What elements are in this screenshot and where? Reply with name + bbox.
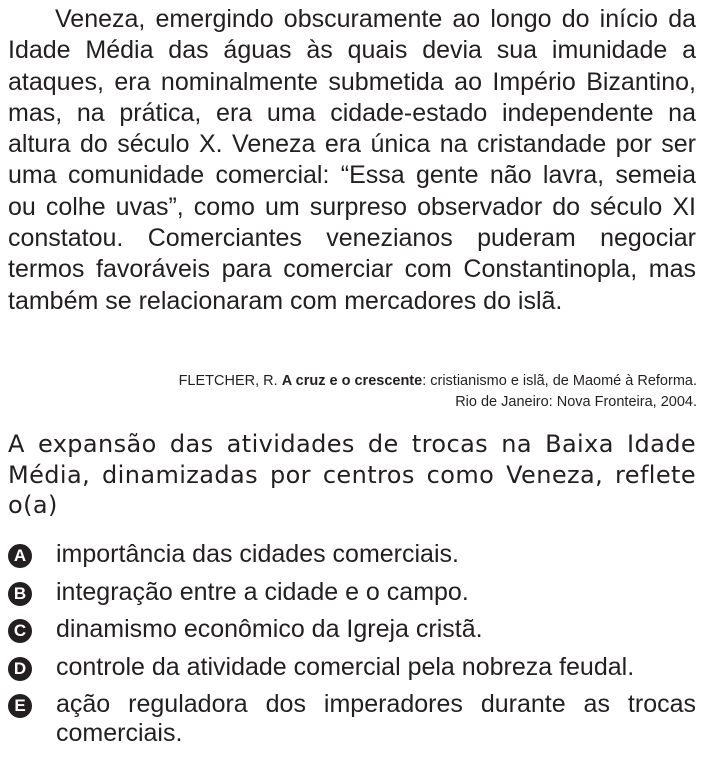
option-c-text: dinamismo econômico da Igreja cristã.	[56, 615, 483, 643]
citation-title: A cruz e o crescente	[281, 373, 423, 389]
option-a-letter-badge: A	[8, 544, 32, 568]
option-b-letter-badge: B	[8, 582, 32, 606]
option-b[interactable]	[8, 578, 696, 607]
option-b-text: integração entre a cidade e o campo.	[56, 577, 469, 606]
option-e-text: ação reguladora dos imperadores durante as trocas comerciais.	[56, 690, 696, 747]
option-e-letter-badge: E	[8, 694, 32, 718]
option-a[interactable]	[8, 540, 696, 569]
question-stem: A expansão das atividades de trocas na Baixa Idade Média, dinamizadas por centros como Veneza, reflete o(a)	[8, 430, 696, 519]
bibliographic-citation	[57, 371, 697, 413]
option-e[interactable]	[8, 690, 696, 748]
option-d-letter-badge: D	[8, 657, 32, 681]
option-d[interactable]	[8, 653, 696, 682]
option-d-text: controle da atividade comercial pela nobreza feudal.	[56, 652, 635, 681]
citation-author: FLETCHER, R.	[178, 373, 282, 389]
option-c[interactable]	[8, 615, 696, 644]
option-a-text: importância das cidades comerciais.	[56, 540, 459, 568]
option-c-letter-badge: C	[8, 619, 32, 643]
source-passage: Veneza, emergindo obscuramente ao longo do início da Idade Média das águas às quais devia sua imunidade a ataques, era nominalmente submetida ao Império Bizantino, mas, na prática, era uma cidade-estado independente na altura do século X. Veneza era única na cristandade por ser uma comunidade comercial: “Essa gente não lavra, semeia ou colhe uvas”, como um surpreso observador do século XI constatou. Comerciantes venezianos puderam negociar termos favoráveis para comerciar com Constantinopla, mas também se relacionaram com mercadores do islã.	[8, 5, 696, 315]
citation-subtitle: : cristianismo e islã, de Maomé à Reforma.	[422, 373, 697, 389]
answer-options	[8, 540, 696, 757]
citation-line-1	[57, 371, 697, 392]
citation-publication: Rio de Janeiro: Nova Fronteira, 2004.	[455, 394, 697, 410]
